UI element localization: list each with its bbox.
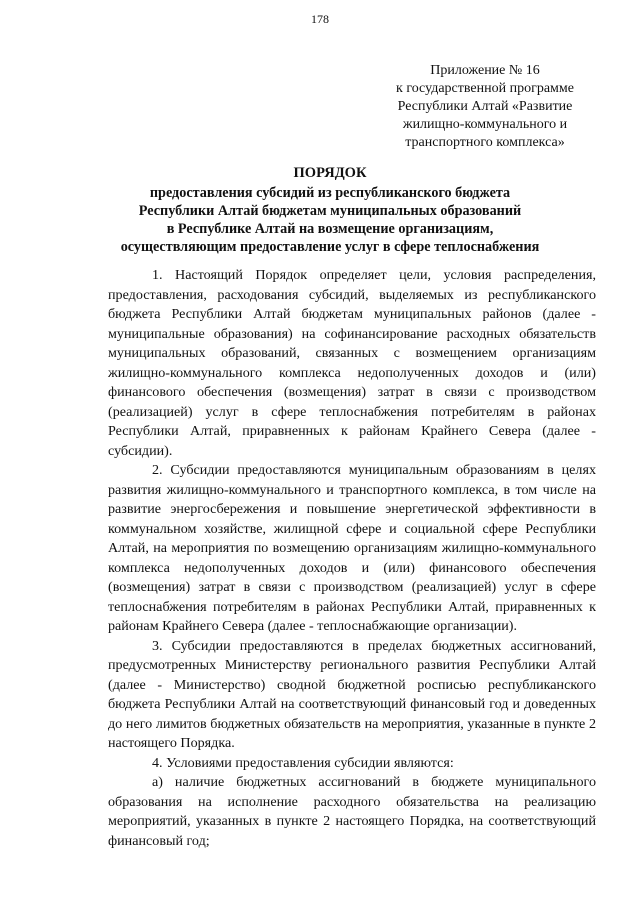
- document-body: [108, 266, 596, 851]
- title-line: Республики Алтай бюджетам муниципальных образований: [138, 203, 522, 219]
- appendix-line: Приложение № 16: [430, 63, 540, 78]
- title-line: предоставления субсидий из республиканского бюджета: [149, 185, 511, 201]
- paragraph-1: 1. Настоящий Порядок определяет цели, условия распределения, предоставления, расходования субсидий, выделяемых из республиканского бюджета Республики Алтай бюджетам муниципальных районов (далее - муниципальные образования) на софинансирование расходных обязательств муниципальных образований, связанных с возмещением организациям жилищно-коммунального комплекса недополученных доходов и (или) финансового обеспечения (возмещения) затрат в связи с производством (реализацией) услуг в сфере теплоснабжения потребителям в районах Республики Алтай, приравненных к районам Крайнего Севера (далее - субсидии).: [108, 267, 596, 459]
- title-line: в Республике Алтай на возмещение организациям,: [166, 221, 494, 237]
- page-number: 178: [311, 12, 329, 26]
- title-main: ПОРЯДОК: [293, 165, 367, 181]
- paragraph-4a: а) наличие бюджетных ассигнований в бюджете муниципального образования на исполнение расходного обязательства на реализацию мероприятий, указанных в пункте 2 настоящего Порядка, на соответствующий финансовый год;: [108, 774, 596, 849]
- appendix-line: транспортного комплекса»: [405, 135, 565, 150]
- paragraph-2: 2. Субсидии предоставляются муниципальным образованиям в целях развития жилищно-коммунального и транспортного комплекса, в том числе на развитие энергосбережения и повышение энергетической эффективности в коммунальном хозяйстве, жилищной сфере и социальной сфере Республики Алтай, на мероприятия по возмещению организациям жилищно-коммунального комплекса недополученных доходов и (или) финансового обеспечения (возмещения) затрат в связи с производством (реализацией) услуг в сфере теплоснабжения потребителям в районах Республики Алтай, приравненных к районам Крайнего Севера (далее - теплоснабжающие организации).: [108, 462, 596, 634]
- document-title: [90, 164, 570, 256]
- appendix-reference: [380, 62, 590, 152]
- appendix-line: жилищно-коммунального и: [402, 117, 568, 132]
- title-line: осуществляющим предоставление услуг в сфере теплоснабжения: [120, 239, 540, 255]
- appendix-line: Республики Алтай «Развитие: [397, 99, 573, 114]
- paragraph-4: 4. Условиями предоставления субсидии являются:: [152, 754, 454, 771]
- paragraph-3: 3. Субсидии предоставляются в пределах бюджетных ассигнований, предусмотренных Министерству регионального развития Республики Алтай (далее - Министерство) сводной бюджетной росписью республиканского бюджета Республики Алтай на соответствующий финансовый год и доведенных до него лимитов бюджетных обязательств на мероприятия, указанные в пункте 2 настоящего Порядка.: [108, 637, 596, 751]
- appendix-line: к государственной программе: [396, 81, 574, 96]
